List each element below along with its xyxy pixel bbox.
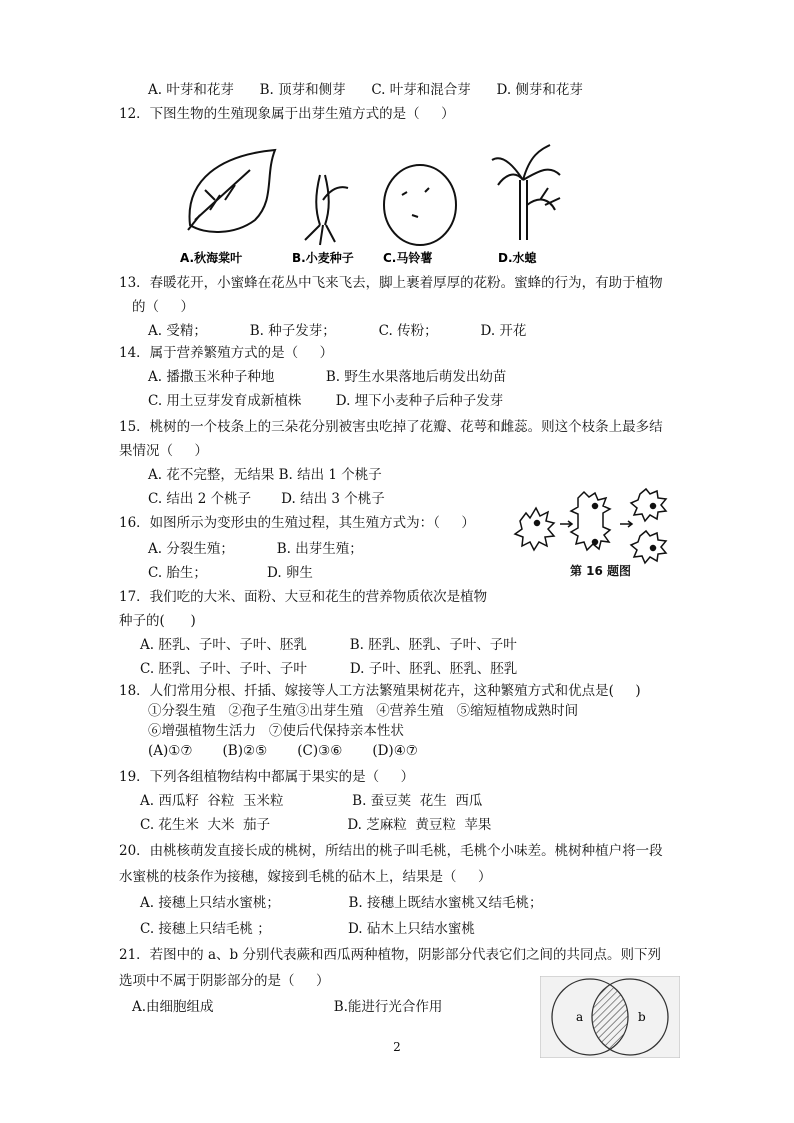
q13-options: A. 受精； B. 种子发芽； C. 传粉； D. 开花 [148,323,527,339]
fig12-label-b: B.小麦种子 [292,251,354,265]
fig12-label-a: A.秋海棠叶 [180,251,243,265]
q16-options-cd: C. 胎生； D. 卵生 [148,565,313,581]
fig12-label-d: D.水螅 [498,251,537,265]
q21-stem-line2: 选项中不属于阴影部分的是（ ） [119,973,330,989]
q15-options-ab: A. 花不完整，无结果 B. 结出 1 个桃子 [148,467,382,483]
begonia-leaf-icon [188,150,275,232]
q20-options-cd: C. 接穗上只结毛桃 ； D. 砧木上只结水蜜桃 [140,921,475,937]
q16-stem: 16．如图所示为变形虫的生殖过程，其生殖方式为：（ ） [119,515,475,531]
page-number: 2 [393,1040,401,1054]
q19-options-ab: A. 西瓜籽 谷粒 玉米粒 B. 蚕豆荚 花生 西瓜 [140,793,483,809]
fig12-label-c: C.马铃薯 [383,251,433,265]
q12-stem: 12．下图生物的生殖现象属于出芽生殖方式的是（ ） [119,106,455,122]
q18-options: (A)①⑦ (B)②⑤ (C)③⑥ (D)④⑦ [148,743,418,759]
q15-options-cd: C. 结出 2 个桃子 D. 结出 3 个桃子 [148,491,385,507]
q12-figure [180,140,600,270]
q20-options-ab: A. 接穗上只结水蜜桃； B. 接穗上既结水蜜桃又结毛桃； [140,895,543,911]
venn-label-b: b [638,1010,646,1024]
q17-stem-line2: 种子的( ) [119,613,196,629]
amoeba-cell-icon [515,508,554,550]
q18-stem: 18．人们常用分根、扦插、嫁接等人工方法繁殖果树花卉，这种繁殖方式和优点是( ) [119,683,641,699]
q13-stem-line1: 13．春暖花开，小蜜蜂在花丛中飞来飞去，脚上裹着厚厚的花粉。蜜蜂的行为，有助于植物 [119,275,663,291]
q21-options-ab: A.由细胞组成 B.能进行光合作用 [132,999,443,1015]
q16-figure-caption: 第 16 题图 [570,564,632,578]
venn-label-a: a [576,1010,584,1024]
q14-options-ab: A. 播撒玉米种子种地 B. 野生水果落地后萌发出幼苗 [148,369,507,385]
potato-icon [384,165,456,245]
q15-stem-line2: 果情况（ ） [119,443,208,459]
q18-choices-line1: ①分裂生殖 ②孢子生殖③出芽生殖 ④营养生殖 ⑤缩短植物成熟时间 [148,703,579,719]
q17-stem-line1: 17．我们吃的大米、面粉、大豆和花生的营养物质依次是植物 [119,589,488,605]
q20-stem-line1: 20．由桃核萌发直接长成的桃树，所结出的桃子叫毛桃，毛桃个小味差。桃树种植户将一段 [119,843,663,859]
amoeba-daughter-top-icon [631,489,666,521]
q19-stem: 19．下列各组植物结构中都属于果实的是（ ） [119,769,415,785]
amoeba-daughter-bottom-icon [631,531,666,563]
q15-stem-line1: 15．桃树的一个枝条上的三朵花分别被害虫吃掉了花瓣、花萼和雌蕊。则这个枝条上最多结 [119,419,663,435]
q14-stem: 14．属于营养繁殖方式的是（ ） [119,345,334,361]
wheat-seed-icon [305,175,348,245]
q11-options: A. 叶芽和花芽 B. 顶芽和侧芽 C. 叶芽和混合芽 D. 侧芽和花芽 [148,82,583,98]
q14-options-cd: C. 用土豆芽发育成新植株 D. 埋下小麦种子后种子发芽 [148,393,504,409]
amoeba-dividing-icon [571,492,610,550]
q19-options-cd: C. 花生米 大米 茄子 D. 芝麻粒 黄豆粒 苹果 [140,817,492,833]
q16-options-ab: A. 分裂生殖； B. 出芽生殖； [148,541,363,557]
q20-stem-line2: 水蜜桃的枝条作为接穗，嫁接到毛桃的砧木上，结果是（ ） [119,869,492,885]
q13-stem-line2: 的（ ） [132,299,194,315]
hydra-icon [492,145,560,240]
q17-options-cd: C. 胚乳、子叶、子叶、子叶 D. 子叶、胚乳、胚乳、胚乳 [140,661,518,677]
q21-stem-line1: 21．若图中的 a、b 分别代表蕨和西瓜两种植物，阴影部分代表它们之间的共同点。则下列 [119,947,661,963]
q17-options-ab: A. 胚乳、子叶、子叶、胚乳 B. 胚乳、胚乳、子叶、子叶 [140,637,517,653]
q18-choices-line2: ⑥增强植物生活力 ⑦使后代保持亲本性状 [148,723,404,739]
